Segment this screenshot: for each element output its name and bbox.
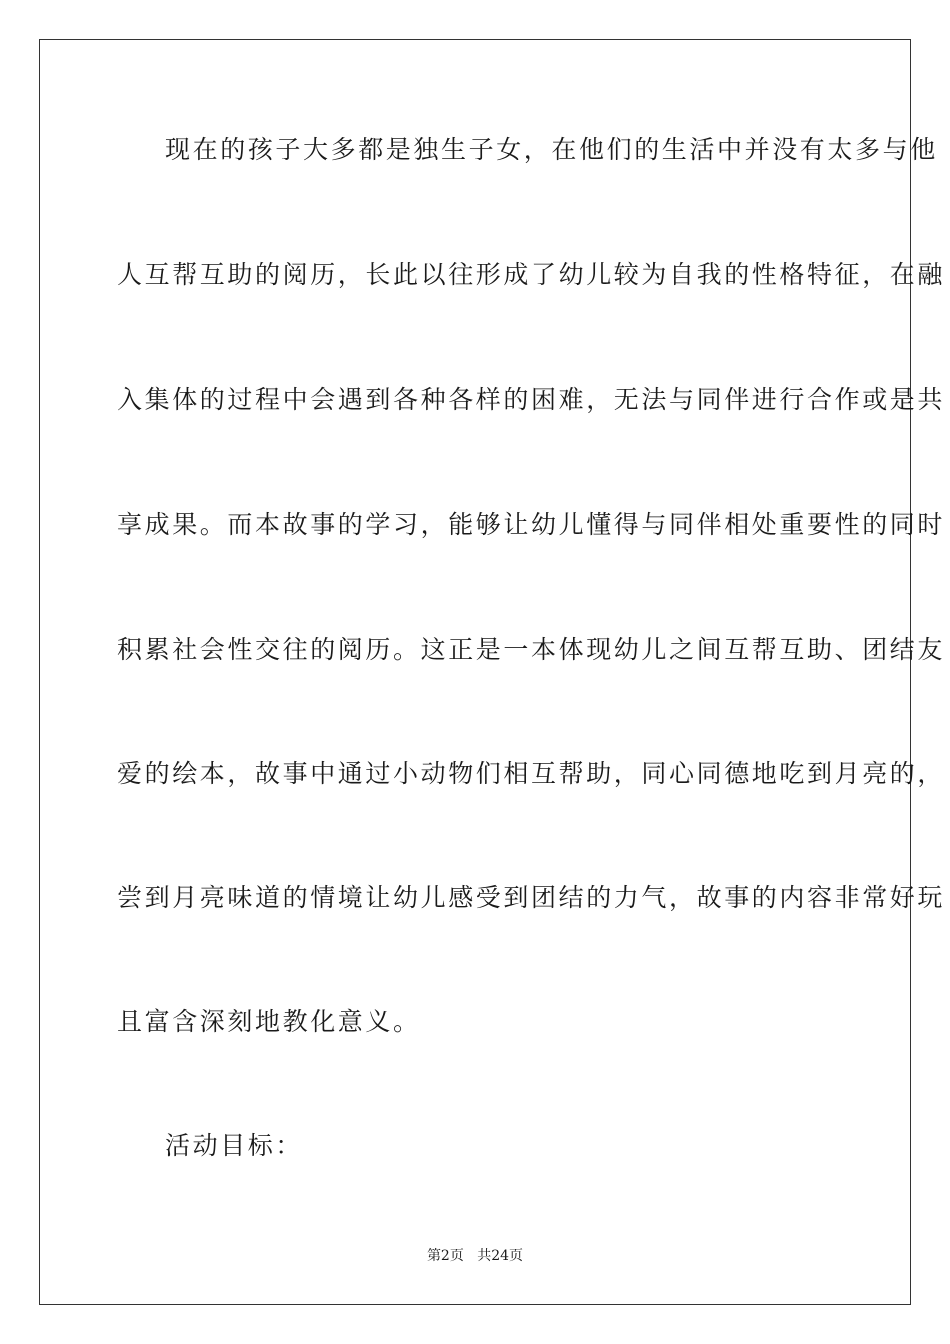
page-footer xyxy=(0,1247,950,1265)
paragraph-line-3: 入集体的过程中会遇到各种各样的困难，无法与同伴进行合作或是共 xyxy=(117,385,946,414)
paragraph-line-7: 尝到月亮味道的情境让幼儿感受到团结的力气，故事的内容非常好玩 xyxy=(117,883,946,912)
paragraph-line-2: 人互帮互助的阅历，长此以往形成了幼儿较为自我的性格特征，在融 xyxy=(117,260,946,289)
paragraph-line-8: 且富含深刻地教化意义。 xyxy=(117,1007,421,1036)
page-frame xyxy=(39,39,946,1305)
paragraph-line-6: 爱的绘本，故事中通过小动物们相互帮助，同心同德地吃到月亮的， xyxy=(117,759,946,788)
page-number: 第2页 xyxy=(426,1248,464,1264)
page-total: 共24页 xyxy=(477,1248,524,1264)
section-heading: 活动目标： xyxy=(165,1131,304,1160)
paragraph-line-1: 现在的孩子大多都是独生子女，在他们的生活中并没有太多与他 xyxy=(165,135,938,164)
paragraph-line-5: 积累社会性交往的阅历。这正是一本体现幼儿之间互帮互助、团结友 xyxy=(117,635,946,664)
paragraph-line-4: 享成果。而本故事的学习，能够让幼儿懂得与同伴相处重要性的同时 xyxy=(117,510,946,539)
